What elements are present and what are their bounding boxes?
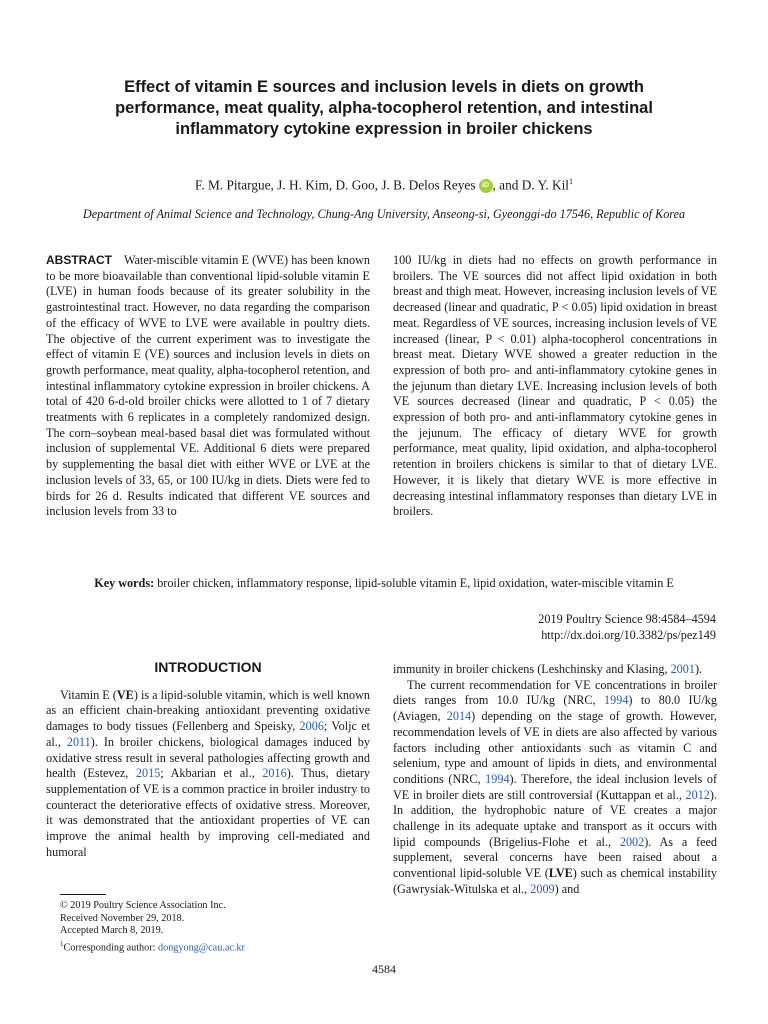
citation-link[interactable]: 2001 bbox=[670, 662, 695, 676]
author-last: D. Y. Kil bbox=[521, 177, 569, 193]
intro-paragraph-1: Vitamin E (VE) is a lipid-soluble vitamin, which is well known as an efficient chain-breaking antioxidant preventing oxidative damages to body tissues (Fellenberg and Speisky, 2006; Voljc et al., 2011). In broiler chickens, biological damages induced by oxidative stress result in several pathologies affecting growth and health (Estevez, 2015; Akbarian et al., 2016). Thus, dietary supplementation of VE is a common practice in broiler industry to counteract the deteriorative effects of oxidative stress. Moreover, it was demonstrated that the antioxidant properties of VE can improve the animal health by improving cell-mediated and humoral bbox=[46, 687, 370, 859]
corresponding-email-link[interactable]: dongyong@cau.ac.kr bbox=[158, 942, 245, 954]
journal-reference: 2019 Poultry Science 98:4584–4594 bbox=[538, 612, 716, 626]
citation-link[interactable]: 1994 bbox=[604, 693, 629, 708]
citation-link[interactable]: 1994 bbox=[485, 771, 510, 786]
citation-link[interactable]: 2006 bbox=[299, 719, 324, 734]
orcid-icon[interactable]: iD bbox=[479, 179, 493, 193]
citation-link[interactable]: 2011 bbox=[66, 734, 91, 749]
authors-separator: , and bbox=[492, 177, 522, 193]
intro-paragraph-2: The current recommendation for VE concentrations in broiler diets ranges from 10.0 IU/kg (NRC, 1994) to 80.0 IU/kg (Aviagen, 2014) depending on the stage of growth. However, recommendation levels of VE in diets are also affected by various factors including other antioxidants such as vitamin C and selenium, type and amount of lipids in diets, and environmental conditions (NRC, 1994). Therefore, the ideal inclusion levels of VE in broiler diets are still controversial (Kuttappan et al., 2012). In addition, the hydrophobic nature of VE creates a major challenge in its adequate uptake and transport as it occurs with lipid compounds (Brigelius-Flohe et al., 2002). As a feed supplement, several concerns have been raised about a conventional lipid-soluble VE (LVE) such as chemical instability (Gawrysiak-Witulska et al., 2009) and bbox=[393, 677, 718, 896]
journal-citation bbox=[538, 611, 716, 643]
citation-link[interactable]: 2009 bbox=[530, 881, 555, 896]
author-list bbox=[0, 173, 768, 194]
section-heading-introduction: INTRODUCTION bbox=[154, 659, 262, 675]
footnote-divider bbox=[60, 894, 106, 895]
authors-main: F. M. Pitargue, J. H. Kim, D. Goo, J. B. Delos Reyes bbox=[195, 177, 476, 193]
keywords bbox=[46, 575, 722, 591]
intro-right-column bbox=[393, 662, 717, 898]
citation-link[interactable]: 2015 bbox=[135, 766, 161, 781]
intro-left-column bbox=[46, 660, 370, 860]
affiliation: Department of Animal Science and Technology, Chung-Ang University, Anseong-si, Gyeonggi-do 17546, Republic of Korea bbox=[82, 207, 686, 221]
citation-link[interactable]: 2016 bbox=[262, 766, 287, 781]
footnotes bbox=[60, 900, 360, 955]
footnote-corresponding: $^1$Corresponding author: dongyong@cau.ac.kr bbox=[60, 939, 245, 954]
citation-link[interactable]: 2002 bbox=[619, 834, 645, 849]
footnote-accepted: Accepted March 8, 2019. bbox=[60, 925, 164, 937]
footnote-copyright: © 2019 Poultry Science Association Inc. bbox=[60, 900, 226, 911]
paper-title: Effect of vitamin E sources and inclusion levels in diets on growth performance, meat quality, alpha-tocopherol retention, and intestinal inflammatory cytokine expression in broiler chickens bbox=[115, 78, 653, 138]
abstract-text-left: Water-miscible vitamin E (WVE) has been known to be more bioavailable than conventional lipid-soluble vitamin E (LVE) in human foods because of its greater solubility in the gastrointestinal tract. However, no data regarding the comparison of the efficacy of WVE to LVE were available in poultry diets. The objective of the current experiment was to investigate the effect of vitamin E (VE) sources and inclusion levels in diets on growth performance, meat quality, alpha-tocopherol retention, and intestinal inflammatory cytokine expression in broiler chickens. A total of 420 6-d-old broiler chicks were allotted to 1 of 7 dietary treatments with 6 replicates in a completely randomized design. The corn–soybean meal-based basal diet was formulated without inclusion of supplemental VE. Additional 6 diets were prepared by supplementing the basal diet with either WVE or LVE at the inclusion levels of 33, 65, or 100 IU/kg in diets. Diets were fed to birds for 26 d. Results indicated that different VE sources and inclusion levels from 33 to bbox=[46, 253, 370, 519]
keywords-text: broiler chicken, inflammatory response, lipid-soluble vitamin E, lipid oxidation, water-miscible vitamin E bbox=[157, 576, 674, 590]
intro-paragraph-1-continued: immunity in broiler chickens (Leshchinsky and Klasing, 2001). bbox=[393, 662, 703, 676]
author-footnote-marker[interactable]: 1 bbox=[568, 177, 573, 186]
citation-link[interactable]: 2014 bbox=[446, 709, 472, 724]
abstract-label: ABSTRACT bbox=[46, 253, 112, 267]
doi-link[interactable]: http://dx.doi.org/10.3382/ps/pez149 bbox=[541, 628, 716, 642]
citation-link[interactable]: 2012 bbox=[685, 787, 710, 802]
abstract-right-column bbox=[393, 253, 717, 520]
footnote-received: Received November 29, 2018. bbox=[60, 912, 185, 924]
abstract-left-column bbox=[46, 253, 370, 520]
abstract-text-right: 100 IU/kg in diets had no effects on growth performance in broilers. The VE sources did not affect lipid oxidation in both breast and thigh meat. However, increasing inclusion levels of VE decreased (linear and quadratic, P < 0.05) lipid oxidation in breast meat. Regardless of VE sources, increasing inclusion levels of VE increased (linear, P < 0.01) alpha-tocopherol concentrations in breast meat. Dietary WVE showed a greater reduction in the expression of both pro- and anti-inflammatory cytokine genes in the jejunum than dietary LVE. Increasing inclusion levels of both VE sources decreased (linear and quadratic, P < 0.05) the expression of both pro- and anti-inflammatory cytokine genes in the jejunum. The efficacy of dietary WVE for growth performance, meat quality, lipid oxidation, and alpha-tocopherol retention in broilers chickens is similar to that of dietary LVE. However, it is likely that dietary WVE is more effective in decreasing intestinal inflammatory responses than dietary LVE in broilers. bbox=[393, 253, 717, 519]
keywords-label: Key words: bbox=[94, 576, 155, 590]
page-number: 4584 bbox=[372, 962, 396, 976]
